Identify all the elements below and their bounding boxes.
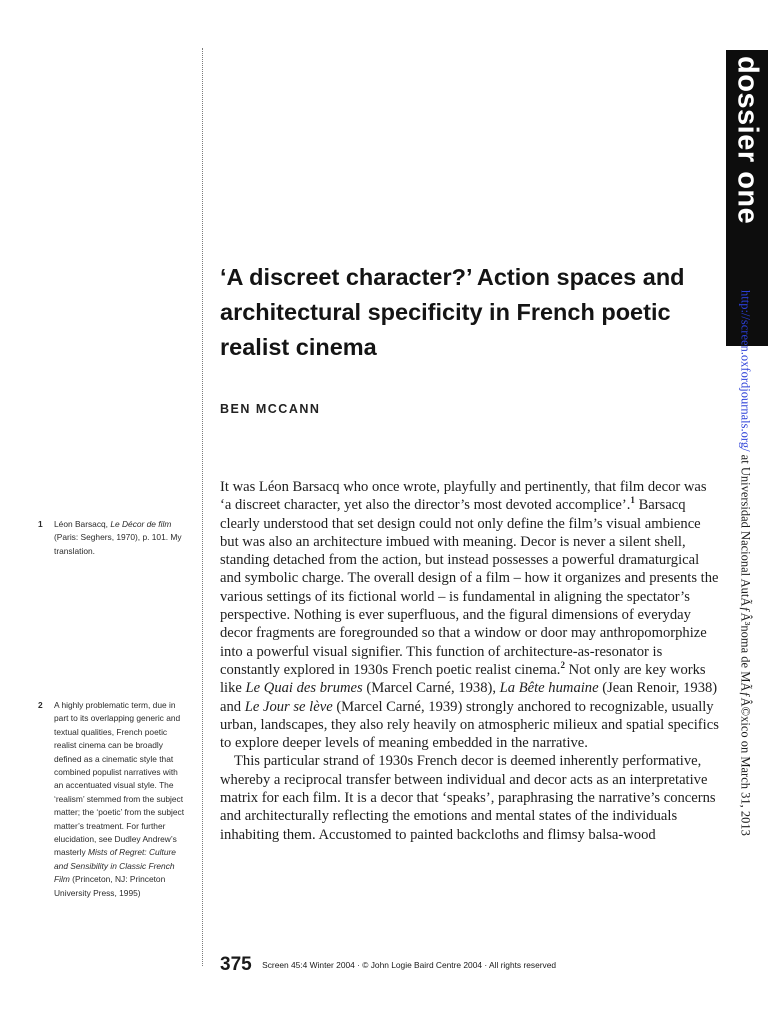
body-paragraph xyxy=(220,752,720,843)
section-tab-label: dossier one xyxy=(731,56,764,225)
download-stamp xyxy=(738,290,753,836)
text-run: This particular strand of 1930s French decor is deemed inherently performative, whereby a reciprocal transfer between individual and decor acts as an interpretative matrix for each film. It is a decor that ‘speaks’, paraphrasing the narrative’s concerns and architecturally reflecting the emotions and mental states of the individuals inhabiting them. Accustomed to painted backcloths and flimsy balsa-wood xyxy=(220,753,716,843)
text-run: (Jean Renoir, 1938) and xyxy=(220,680,718,715)
article-author: BEN MCCANN xyxy=(220,402,321,416)
note-text xyxy=(54,699,188,900)
film-title: Le Jour se lève xyxy=(244,698,333,715)
text-run: Barsacq clearly understood that set design could not only define the film’s visual ambience but was also an architecture imbued with meaning. Decor is never a silent shell, standing detached from the action, but instead possesses a powerful dramaturgical and symbolic charge. The overall design of a film – how it organizes and presents the various settings of its fictional world – is fundamental in aligning the spectator’s perspective. Nothing is ever superfluous, and the figural dimensions of everyday decor fragments are foregrounded so that a window or door may anthropomorphize into a powerful visual signifier. This function of architecture-as-resonator is constantly explored in 1930s French poetic realist cinema. xyxy=(220,497,719,678)
page-footer xyxy=(220,954,556,976)
footnote-ref: 1 xyxy=(630,495,635,506)
footer-text: Screen 45:4 Winter 2004 · © John Logie Baird Centre 2004 · All rights reserved xyxy=(262,960,557,970)
text-run: (Paris: Seghers, 1970), p. 101. My translation. xyxy=(54,532,182,556)
film-title: Le Quai des brumes xyxy=(245,680,363,697)
text-run: (Princeton, NJ: Princeton University Press, 1995) xyxy=(54,874,166,898)
text-run: Not only are key works like xyxy=(220,661,706,697)
margin-divider xyxy=(202,48,203,966)
download-stamp-text: at Universidad Nacional AutÃƒÂ³noma de MÃƒÂ©xico on March 31, 2013 xyxy=(738,451,753,836)
body-paragraph xyxy=(220,478,720,752)
text-run: (Marcel Carné, 1938), xyxy=(362,680,500,697)
note-number: 2 xyxy=(38,700,43,710)
article-title: ‘A discreet character?’ Action spaces and architectural specificity in French poetic realist cinema xyxy=(220,264,685,360)
download-stamp-link[interactable]: http://screen.oxfordjournals.org/ xyxy=(738,290,753,452)
text-run: (Marcel Carné, 1939) strongly anchored to recognizable, usually urban, landscapes, they also rely heavily on atmospheric milieux and spatial specifics to explore deeper levels of meaning embedded in the narrative. xyxy=(220,698,719,752)
note-number: 1 xyxy=(38,519,43,529)
page-number: 375 xyxy=(220,954,252,975)
text-run: A highly problematic term, due in part to its overlapping generic and textual qualities, French poetic realist cinema can be broadly defined as a cinematic style that combined populist narratives with an accentuated visual style. The ‘realism’ stemmed from the subject matter; the ‘poetic’ from the subject matter’s treatment. For further elucidation, see Dudley Andrew’s masterly xyxy=(54,700,185,858)
film-title: La Bête humaine xyxy=(499,680,599,697)
article-body xyxy=(220,478,720,844)
text-run: It was Léon Barsacq who once wrote, playfully and pertinently, that film decor was ‘a discreet character, yet also the director’s most devoted accomplice’. xyxy=(220,479,707,514)
film-title: Mists of Regret: Culture and Sensibility in Classic French Film xyxy=(54,847,176,885)
text-run: Léon Barsacq, xyxy=(54,519,111,529)
margin-note-2 xyxy=(38,699,188,900)
film-title: Le Décor de film xyxy=(110,519,172,529)
note-text xyxy=(54,518,188,558)
footnote-ref: 2 xyxy=(560,660,565,671)
margin-note-1 xyxy=(38,518,188,558)
